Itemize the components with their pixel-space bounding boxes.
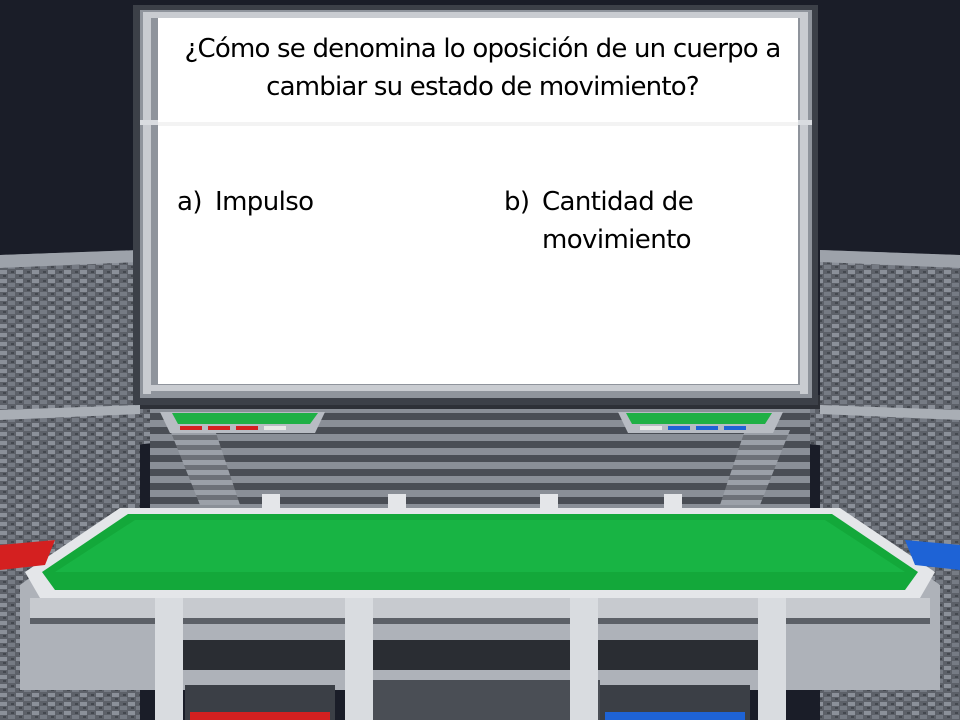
question-text: ¿Cómo se denomina lo oposición de un cuerpo a cambiar su estado de movimiento? — [184, 34, 781, 102]
answer-option-b[interactable] — [504, 183, 794, 259]
right-podium — [618, 412, 783, 433]
option-letter: a) — [177, 187, 202, 217]
option-text: Impulso — [215, 187, 314, 217]
option-text: Cantidad de movimiento — [542, 187, 694, 255]
answer-option-a[interactable] — [177, 183, 437, 221]
left-podium — [160, 412, 325, 433]
option-letter: b) — [504, 187, 530, 217]
